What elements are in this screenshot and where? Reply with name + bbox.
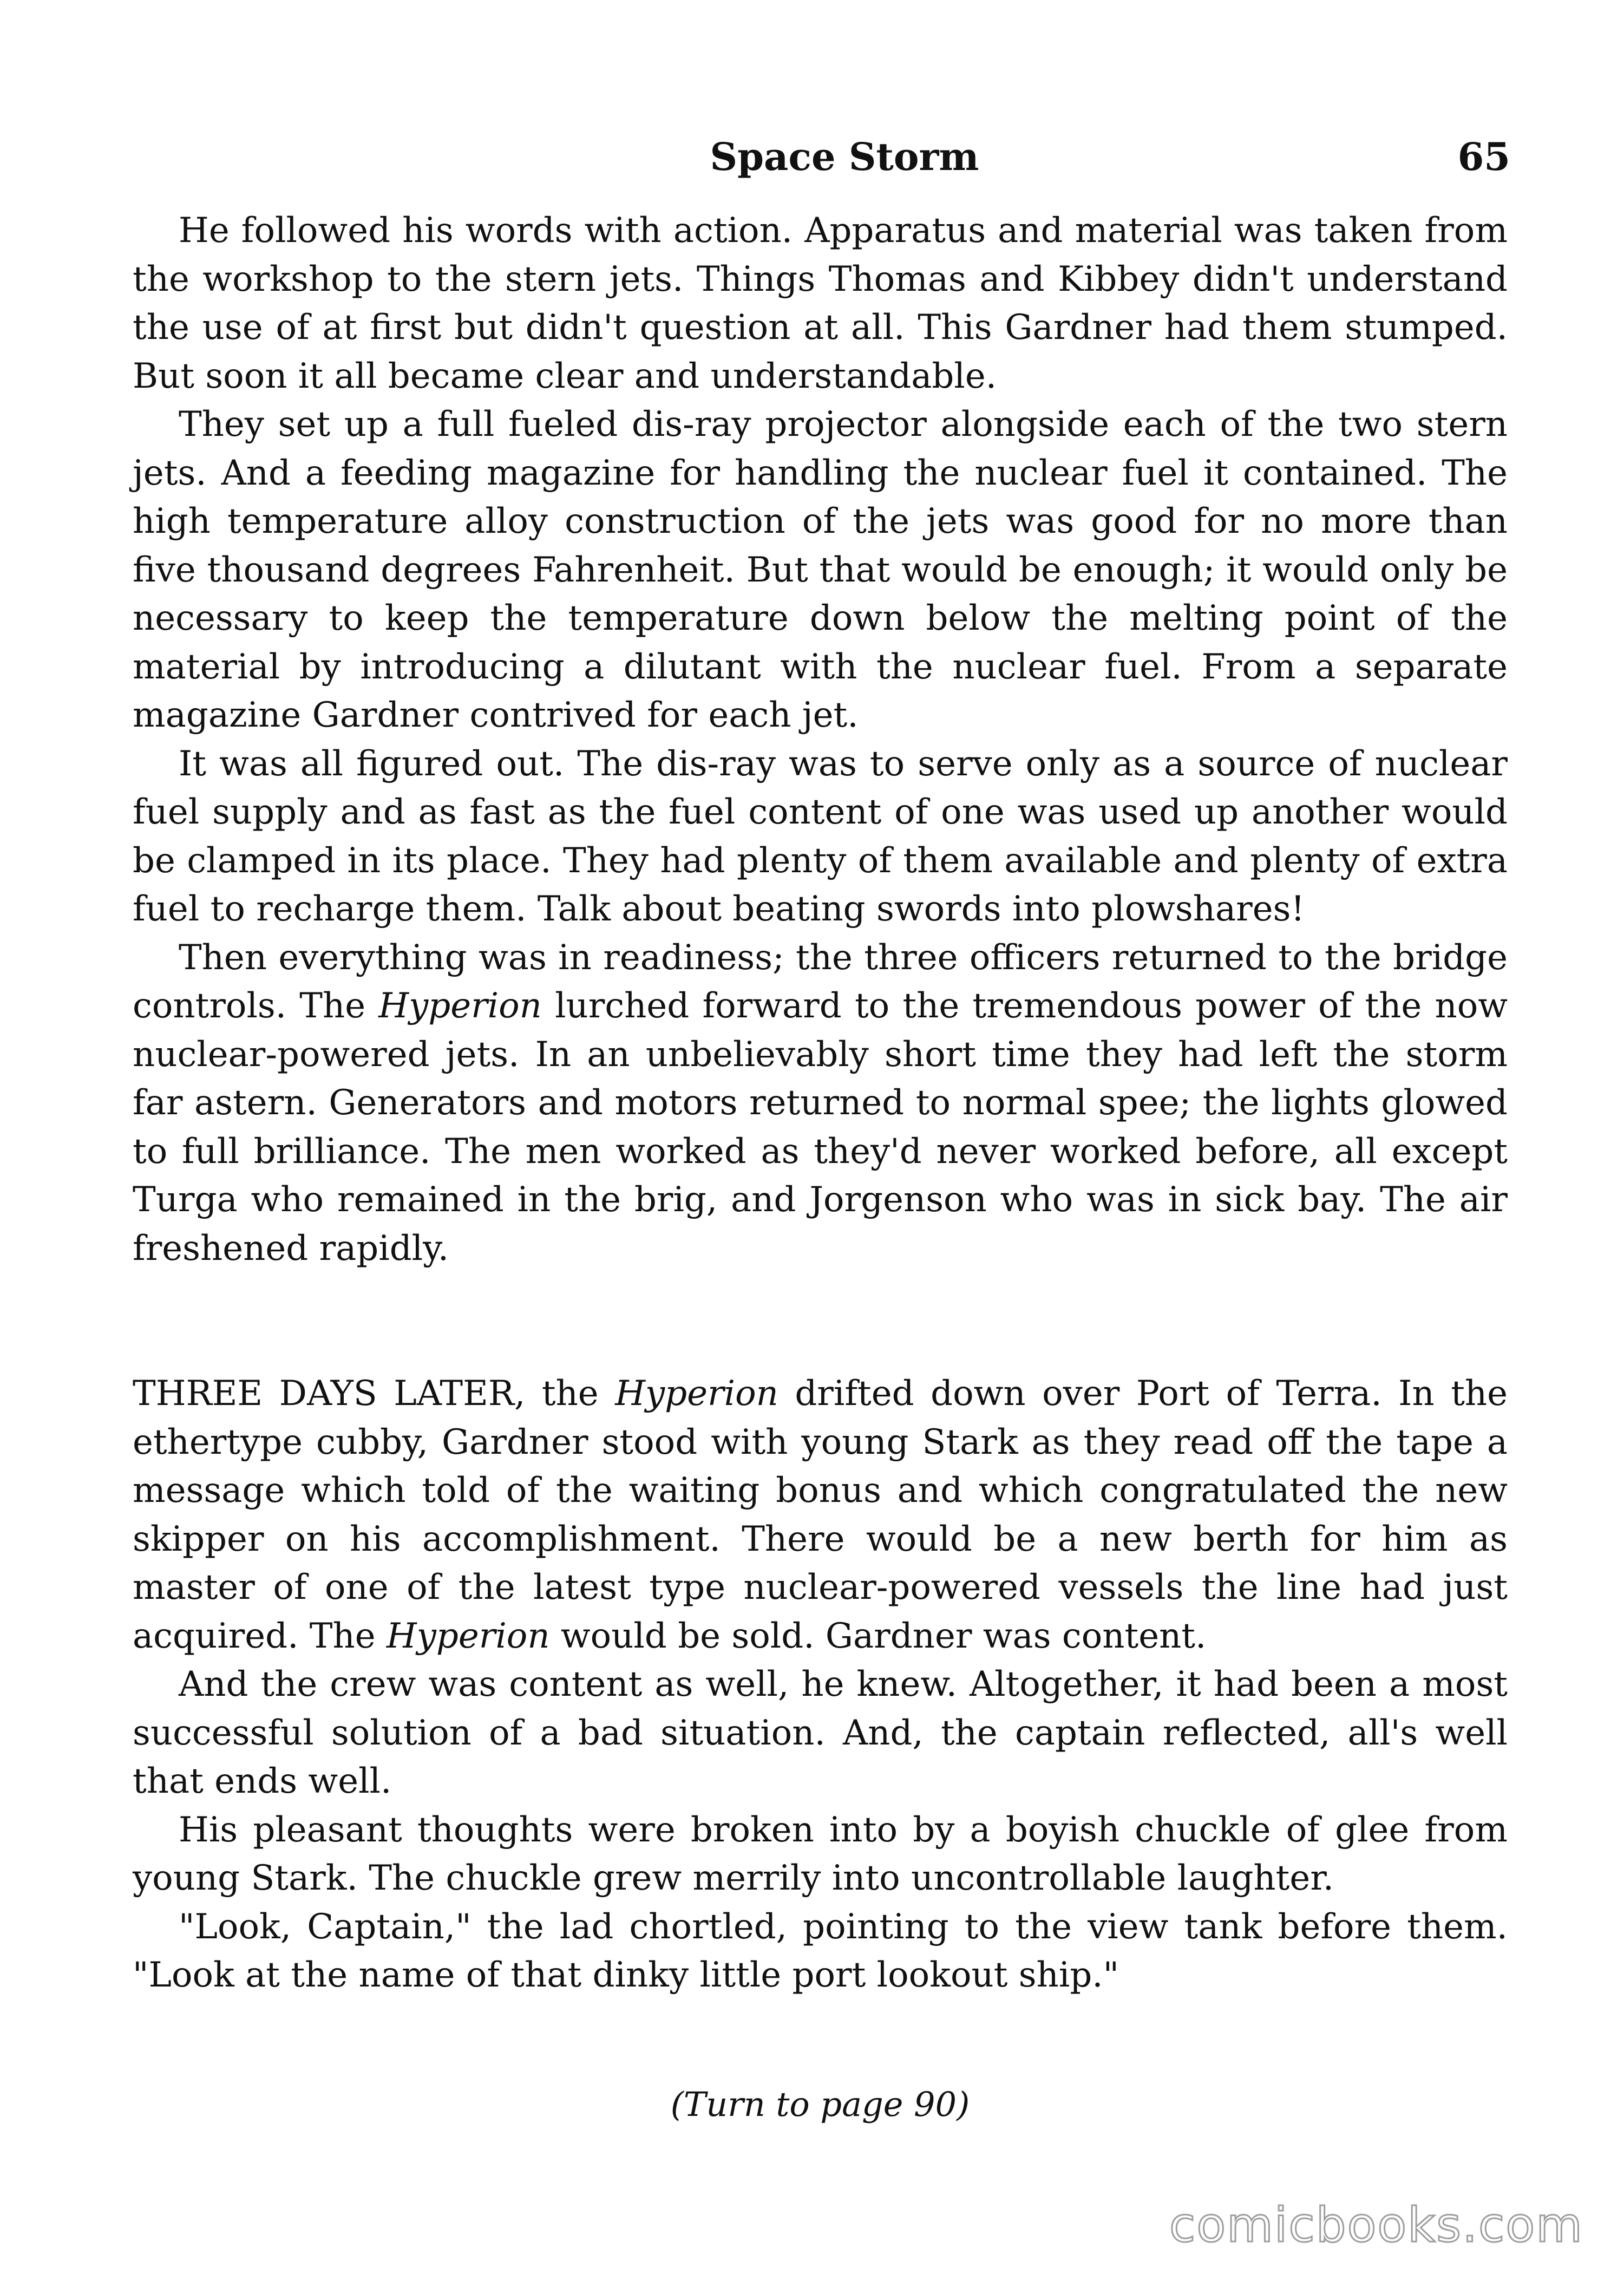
paragraph-text: And the crew was content as well, he knew. Altogether, it had been a most successful solution of a bad situation. And, the captain reflected, all's well that ends well. — [133, 1664, 1508, 1801]
paragraph — [133, 401, 1508, 740]
paragraph-text: THREE DAYS LATER, the — [133, 1374, 615, 1414]
ship-name: Hyperion — [386, 1616, 550, 1656]
paragraph — [133, 207, 1508, 401]
paragraph — [133, 740, 1508, 934]
ship-name: Hyperion — [615, 1374, 778, 1414]
page-number: 65 — [1457, 134, 1510, 179]
paragraph-text: He followed his words with action. Apparatus and material was taken from the workshop to the stern jets. Things Thomas and Kibbey didn't understand the use of at first but didn't question at all. This Gardner had them stumped. But soon it all became clear and understandable. — [133, 211, 1508, 396]
section-opening-paragraph — [133, 1370, 1508, 1661]
paragraph-text: "Look, Captain," the lad chortled, pointing to the view tank before them. "Look at the name of that dinky little port lookout ship." — [133, 1906, 1508, 1995]
ship-name: Hyperion — [378, 986, 542, 1026]
watermark-logo: comicbooks.com — [1169, 2197, 1583, 2253]
paragraph — [133, 1806, 1508, 1903]
paragraph-text: would be sold. Gardner was content. — [549, 1616, 1207, 1656]
paragraph — [133, 1661, 1508, 1806]
paragraph — [133, 1903, 1508, 2000]
story-text — [133, 207, 1508, 2000]
paragraph-text: Then everything was in readiness; the three officers returned to the bridge controls. The — [133, 937, 1508, 1026]
paragraph-text: lurched forward to the tremendous power of the now nuclear-powered jets. In an unbelievably short time they had left the storm far astern. Generators and motors returned to normal spee; the lights glowed to full brilliance. The men worked as they'd never worked before, all except Turga who remained in the brig, and Jorgenson who was in sick bay. The air freshened rapidly. — [133, 986, 1508, 1269]
paragraph-text: It was all figured out. The dis-ray was to serve only as a source of nuclear fuel supply and as fast as the fuel content of one was used up another would be clamped in its place. They had plenty of them available and plenty of extra fuel to recharge them. Talk about beating swords into plowshares! — [133, 743, 1508, 929]
continuation-note: (Turn to page 90) — [670, 2084, 970, 2124]
running-title: Space Storm — [710, 134, 979, 179]
paragraph — [133, 934, 1508, 1273]
paragraph-text: drifted down over Port of Terra. In the ethertype cubby, Gardner stood with young Stark as they read off the tape a message which told of the waiting bonus and which congratulated the new skipper on his accomplishment. There would be a new berth for him as master of one of the latest type nuclear-powered vessels the line had just acquired. The — [133, 1374, 1508, 1656]
paragraph-text: They set up a full fueled dis-ray projector alongside each of the two stern jets. And a feeding magazine for handling the nuclear fuel it contained. The high temperature alloy construction of the jets was good for no more than five thousand degrees Fahrenheit. But that would be enough; it would only be necessary to keep the temperature down below the melting point of the material by introducing a dilutant with the nuclear fuel. From a separate magazine Gardner contrived for each jet. — [133, 404, 1508, 735]
paragraph-text: His pleasant thoughts were broken into by a boyish chuckle of glee from young Stark. The chuckle grew merrily into uncontrollable laughter. — [133, 1809, 1508, 1898]
page-header — [179, 130, 1510, 190]
